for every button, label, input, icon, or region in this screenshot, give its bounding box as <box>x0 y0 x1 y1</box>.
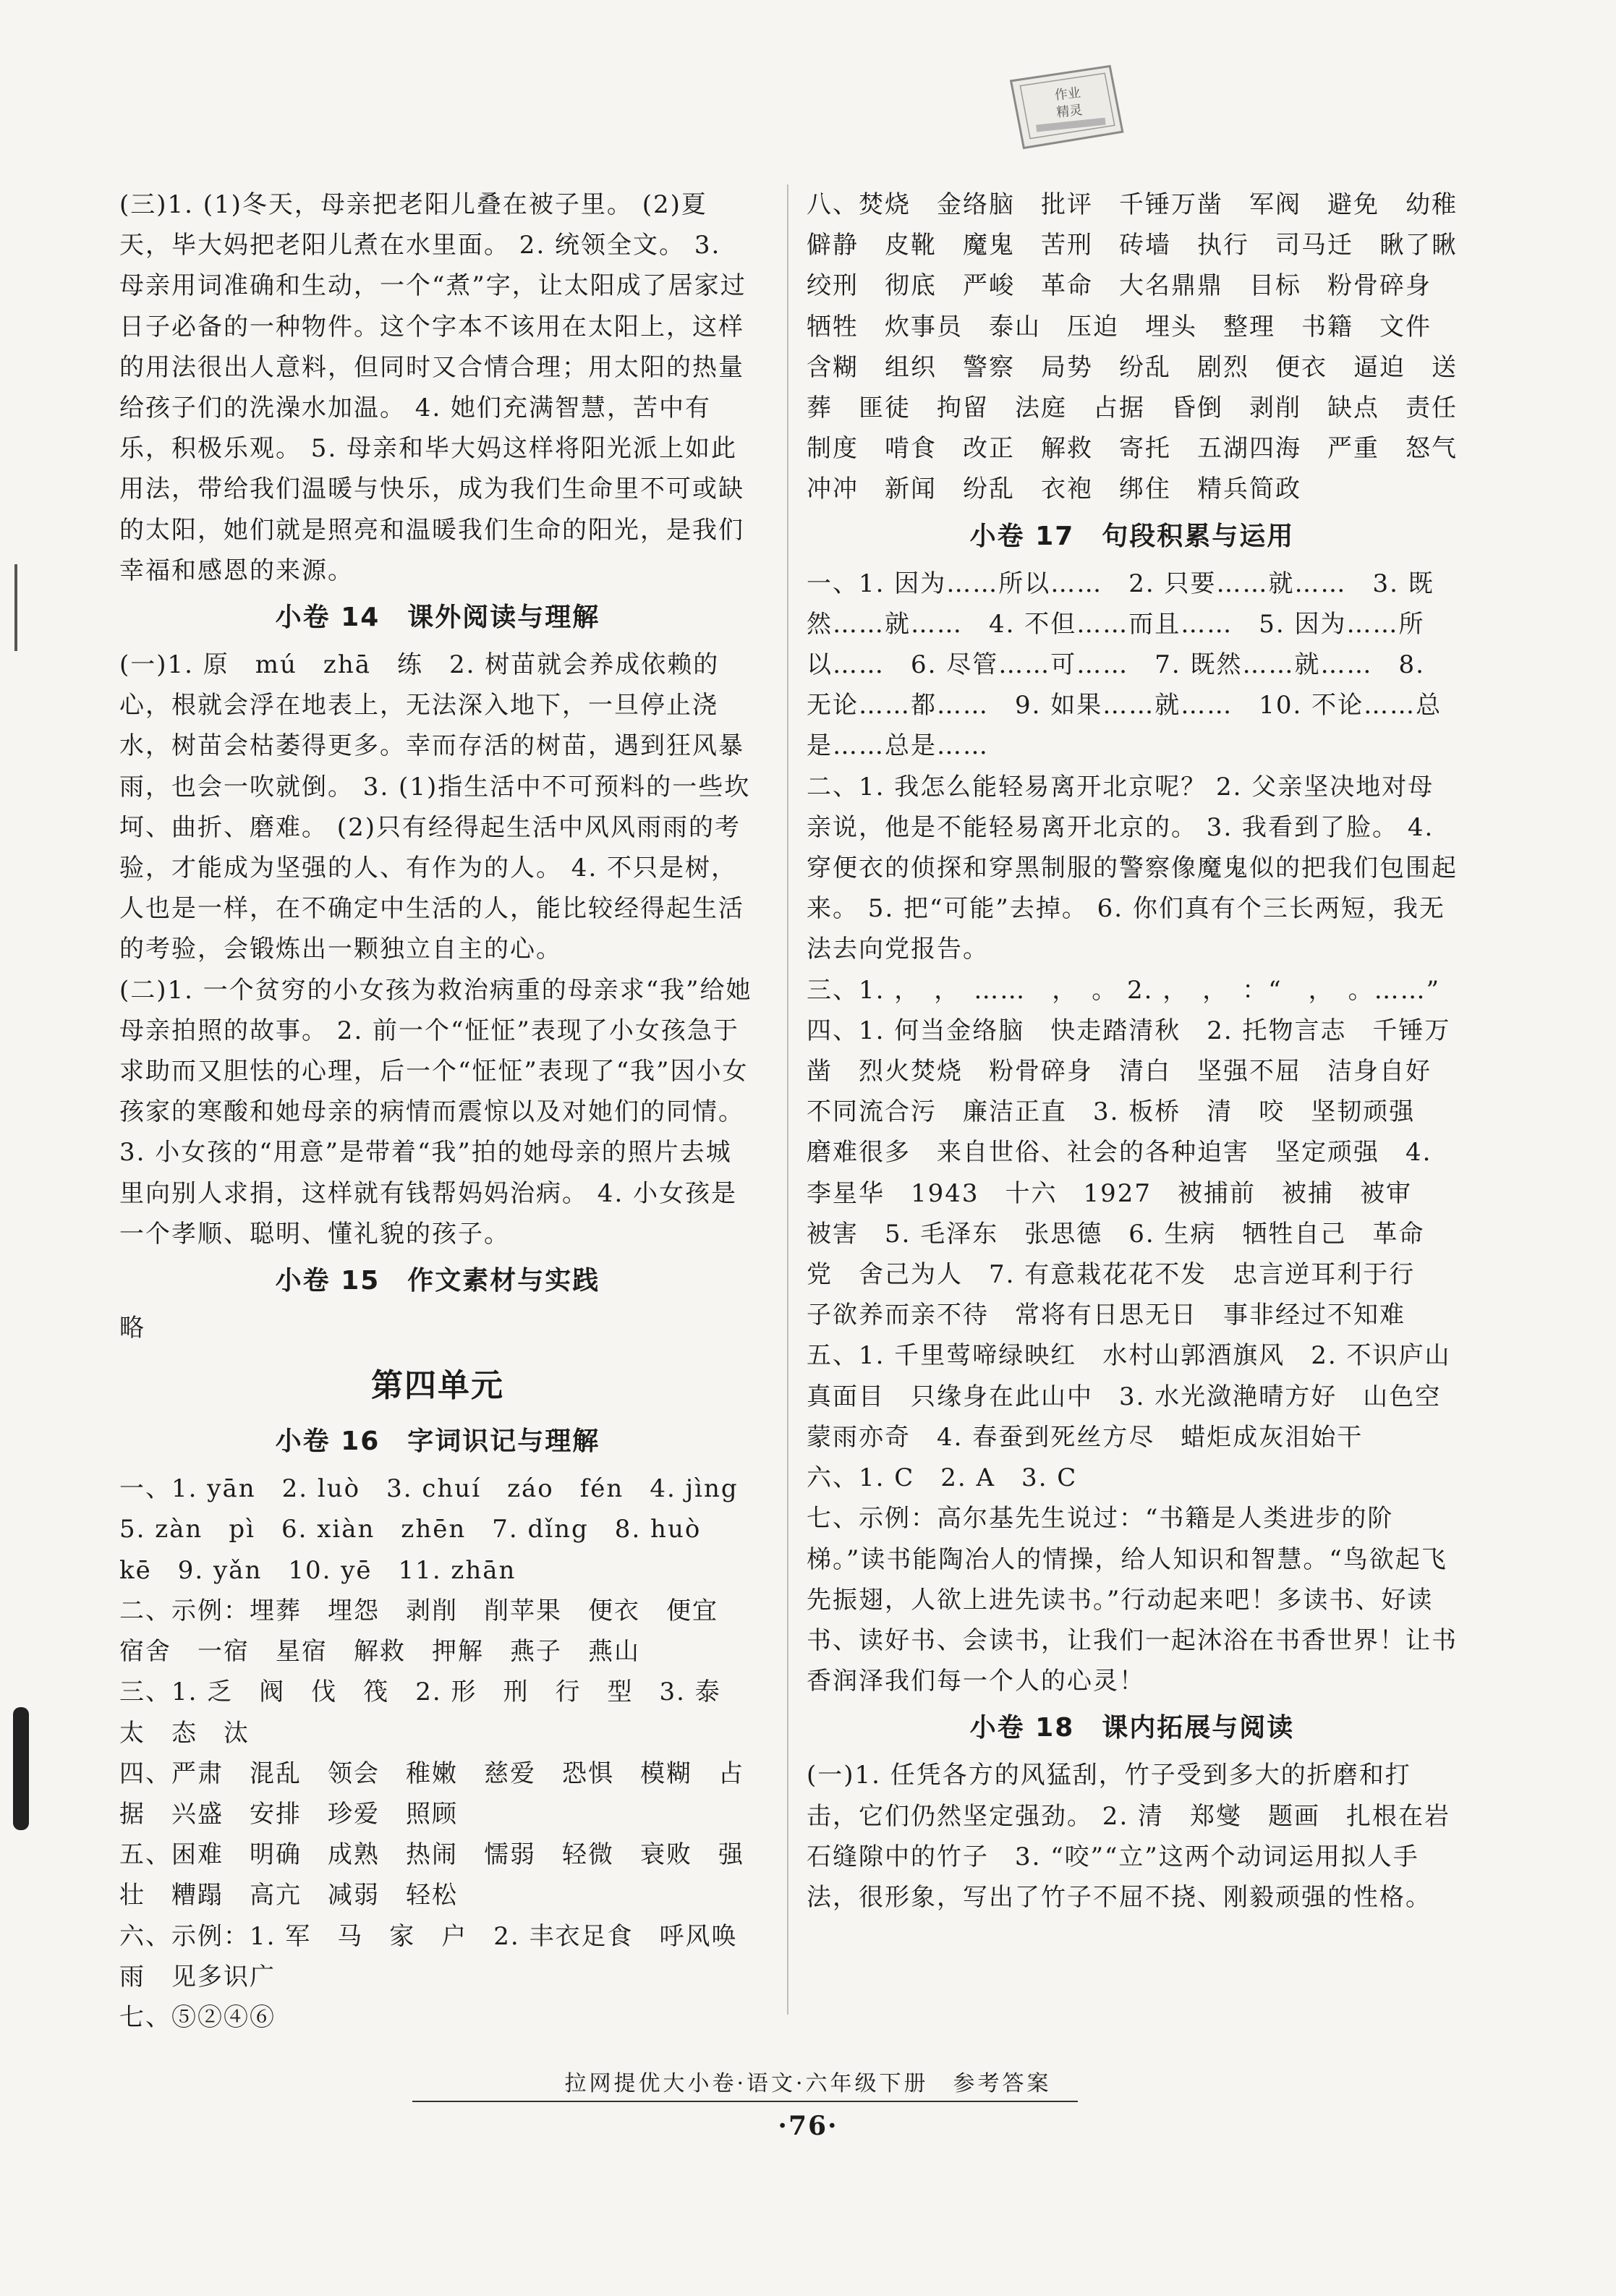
answer-paragraph: 略 <box>119 1314 145 1343</box>
footer-title: 拉网提优大小卷·语文·六年级下册 参考答案 <box>564 2071 1052 2096</box>
footer-rule <box>412 2101 1078 2102</box>
answer-paragraph: 五、困难 明确 成熟 热闹 懦弱 轻微 衰败 强壮 糟蹋 高亢 减弱 轻松 <box>119 1840 744 1910</box>
answer-paragraph: (二)1. 一个贫穷的小女孩为救治病重的母亲求“我”给她母亲拍照的故事。 2. 前一个“怔怔”表现了小女孩急于求助而又胆怯的心理，后一个“怔怔”表现了“我”因小女孩家的寒酸和她母亲的病情而震惊以及对她们的同情。 3. 小女孩的“用意”是带着“我”拍的她母亲的照片去城里向别人求捐，这样就有钱帮妈妈治病。 4. 小女孩是一个孝顺、聪明、懂礼貌的孩子。 <box>119 975 754 1249</box>
answer-paragraph: 二、1. 我怎么能轻易离开北京呢？ 2. 父亲坚决地对母亲说，他是不能轻易离开北京的。 3. 我看到了脸。 4. 穿便衣的侦探和穿黑制服的警察像魔鬼似的把我们包围起来。 5. 把“可能”去掉。 6. 你们真有个三长两短，我无法去向党报告。 <box>807 772 1458 964</box>
scan-mark <box>13 1707 29 1830</box>
unit-title: 第四单元 <box>371 1367 504 1405</box>
answer-paragraph: 三、1. ， ， …… ， 。 2. ， ， ：“ ， 。……” <box>807 975 1441 1005</box>
scan-mark <box>14 564 17 651</box>
answer-paragraph: 一、1. yān 2. luò 3. chuí záo fén 4. jìng 5. zàn pì 6. xiàn zhēn 7. dǐng 8. huò kē 9. yǎn 10. yē 11. zhān <box>119 1474 765 1585</box>
answer-paragraph: (一)1. 任凭各方的风猛刮，竹子受到多大的折磨和打击，它们仍然坚定强劲。 2. 清 郑燮 题画 扎根在岩石缝隙中的竹子 3. “咬”“立”这两个动词运用拟人手法，很形象，写出了竹子不屈不挠、刚毅顽强的性格。 <box>807 1761 1451 1912</box>
answer-paragraph: 八、焚烧 金络脑 批评 千锤万凿 军阀 避免 幼稚 僻静 皮靴 魔鬼 苦刑 砖墙 执行 司马迁 瞅了瞅 绞刑 彻底 严峻 革命 大名鼎鼎 目标 粉骨碎身 牺牲 炊事员 泰山 压迫 埋头 整理 书籍 文件 含糊 组织 警察 局势 纷乱 剧烈 便衣 逼迫 送葬 匪徒 拘留 法庭 占据 昏倒 剥削 缺点 责任 制度 啃食 改正 解救 寄托 五湖四海 严重 怒气冲冲 新闻 纷乱 衣袍 绑住 精兵简政 <box>807 190 1484 504</box>
section-heading: 小卷 14 课外阅读与理解 <box>275 603 600 633</box>
answer-paragraph: 七、⑤②④⑥ <box>119 2002 276 2032</box>
section-heading: 小卷 18 课内拓展与阅读 <box>969 1713 1295 1743</box>
section-heading: 小卷 16 字词识记与理解 <box>275 1427 600 1457</box>
answer-paragraph: 七、示例：高尔基先生说过：“书籍是人类进步的阶梯。”读书能陶冶人的情操，给人知识和智慧。“鸟欲起飞先振翅，人欲上进先读书。”行动起来吧！多读书、好读书、读好书、会读书，让我们一起沐浴在书香世界！让书香润泽我们每一个人的心灵！ <box>807 1504 1458 1696</box>
answer-paragraph: 三、1. 乏 阀 伐 筏 2. 形 刑 行 型 3. 泰 太 态 汰 <box>119 1678 747 1748</box>
answer-paragraph: 五、1. 千里莺啼绿映红 水村山郭酒旗风 2. 不识庐山真面目 只缘身在此山中 3. 水光潋滟晴方好 山色空蒙雨亦奇 4. 春蚕到死丝方尽 蜡炬成灰泪始干 <box>807 1341 1451 1452</box>
answer-paragraph: 一、1. 因为……所以…… 2. 只要……就…… 3. 既然……就…… 4. 不但……而且…… 5. 因为……所以…… 6. 尽管……可…… 7. 既然……就…… 8. 无论……都…… 9. 如果……就…… 10. 不论……总是……总是…… <box>807 569 1442 761</box>
svg-text:精灵: 精灵 <box>1055 102 1084 121</box>
answer-paragraph: (一)1. 原 mú zhā 练 2. 树苗就会养成依赖的心，根就会浮在地表上，无法深入地下，一旦停止浇水，树苗会枯萎得更多。幸而存活的树苗，遇到狂风暴雨，也会一吹就倒。 3. (1)指生活中不可预料的一些坎坷、曲折、磨难。 (2)只有经得起生活中风风雨雨的考验，才能成为坚强的人、有作为的人。 4. 不只是树，人也是一样，在不确定中生活的人，能比较经得起生活的考验，会锻炼出一颗独立自主的心。 <box>119 650 751 964</box>
answer-paragraph: 四、1. 何当金络脑 快走踏清秋 2. 托物言志 千锤万凿 烈火焚烧 粉骨碎身 清白 坚强不屈 洁身自好 不同流合污 廉洁正直 3. 板桥 清 咬 坚韧顽强 磨难很多 来自世俗、社会的各种迫害 坚定顽强 4. 李星华 1943 十六 1927 被捕前 被捕 被审 被害 5. 毛泽东 张思德 6. 生病 牺牲自己 革命 党 舍己为人 7. 有意栽花花不发 忠言逆耳利于行 子欲养而亲不待 常将有日思无日 事非经过不知难 <box>807 1016 1458 1330</box>
answer-paragraph: (三)1. (1)冬天，母亲把老阳儿叠在被子里。 (2)夏天，毕大妈把老阳儿煮在水里面。 2. 统领全文。 3. 母亲用词准确和生动，一个“煮”字，让太阳成了居家过日子必备的一种物件。这个字本不该用在太阳上，这样的用法很出人意料，但同时又合情合理；用太阳的热量给孩子们的洗澡水加温。 4. 她们充满智慧，苦中有乐，积极乐观。 5. 母亲和毕大妈这样将阳光派上如此用法，带给我们温暖与快乐，成为我们生命里不可或缺的太阳，她们就是照亮和温暖我们生命的阳光，是我们幸福和感恩的来源。 <box>119 190 747 585</box>
section-heading: 小卷 17 句段积累与运用 <box>969 521 1295 551</box>
answer-paragraph: 六、示例：1. 军 马 家 户 2. 丰衣足食 呼风唤雨 见多识广 <box>119 1921 738 1991</box>
answer-paragraph: 四、严肃 混乱 领会 稚嫩 慈爱 恐惧 模糊 占据 兴盛 安排 珍爱 照顾 <box>119 1759 744 1829</box>
page-number: ·76· <box>778 2111 838 2141</box>
column-divider <box>787 184 788 2015</box>
right-column <box>807 184 1484 1918</box>
homework-elf-stamp <box>1001 59 1133 158</box>
answer-paragraph: 二、示例：埋葬 埋怨 剥削 削苹果 便衣 便宜 宿舍 一宿 星宿 解救 押解 燕子 燕山 <box>119 1596 744 1667</box>
left-column <box>119 184 765 2038</box>
answer-paragraph: 六、1. C 2. A 3. C <box>807 1463 1078 1493</box>
svg-text:作业: 作业 <box>1053 85 1081 103</box>
section-heading: 小卷 15 作文素材与实践 <box>275 1266 600 1296</box>
